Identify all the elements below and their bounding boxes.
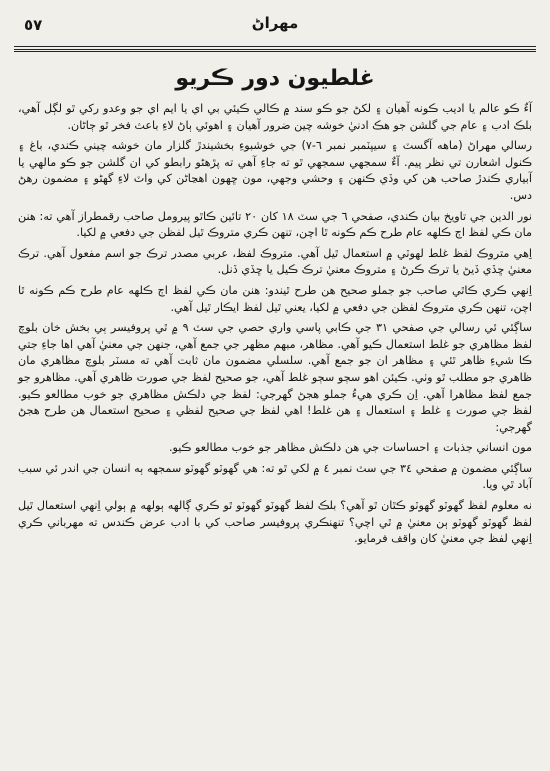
page-header xyxy=(14,6,536,46)
header-double-rule xyxy=(14,49,536,52)
header-rule xyxy=(14,46,536,47)
paragraph: مون انساني جذبات ۽ احساسات جي هن دلڪش مظاهر جو خوب مطالعو ڪيو. xyxy=(168,441,532,455)
paragraph: نه معلوم لفظ گهوٽو گهوٽو ڪٿان ٿو آهي؟ بلڪ لفظ گهوٽو گهوٽو ٿو ڪري ڳالهه ٻولهه ۾ ٻولي اِنهي استعمال ٿيل لفظ گهوٽو گهوٽو ٻن معنيٰ ۾ ٿي اچي؟ تنهنڪري پروفيسر صاحب کي با ادب عرض ڪندس ته مهرباني ڪري اِنهي لفظ جي معنيٰ کان واقف فرمايو. xyxy=(18,499,532,546)
paragraph: ساڳئي مضمون ۾ صفحي ٣٤ جي سٽ نمبر ٤ ۾ لکي ٿو ته: هي گهوٽو گهوٽو سمجهه ٻه انسان جي اندر ئي سبب آباد ٿي ويا. xyxy=(18,461,532,492)
article-title: غلطيون دور ڪريو xyxy=(175,66,375,91)
paragraph: ساڳئي ئي رسالي جي صفحي ٣١ جي ڪابي پاسي واري حصي جي سٽ ٩ ۾ ٿي پروفيسر ٻي بخش خان بلوچ لفظ مظاهري جو غلط استعمال ڪيو آهي. مظاهر، مبهم مظهر جي جمع آهي، جنهن جي معنيٰ آهي اها جاءِ جتي ڪا شيءِ ظاهر ٿئي ۽ مظاهر ان جو جمع آهي. سلسلي مضمون مان ثابت آهي ته مسٽر بلوچ مظاهري مان ظاهري جو مطلب ٿو وٺي. ڪيئن اهو سڄو سڄو غلط آهي، جو صحيح لفظ جي صورت ظاهري آهي. مظاهرو جو جمع لفظ مظاهرا آهي. اِن ڪري هيءُ جملو هجڻ گهرجي: لفظ جي دلڪش مظاهري جو خوب مطالعو ڪيو. لفظ جي صورت ۽ غلط ۽ استعمال ۽ هن غلط! اهي لفظ جي صحيح لفظي ۽ صحيح استعمال هن طرح هجڻ گهرجي: xyxy=(18,321,532,434)
paragraph: نور الدين جي تاويخ بيان ڪندي، صفحي ٦ جي سٽ ١٨ کان ٢٠ تائين ڪاٿو پيرومل صاحب رقمطراز آهي ته: هنن مان ڪي لفظ اڄ ڪلهه عام طرح ڪم ڪونه ٿا اچن، تنهن ڪري متروڪ ٿيل لفظن جي دفعي ۾ لکيا. xyxy=(18,209,532,240)
paragraph: رسالي مهراڻ (ماهه آگسٽ ۽ سيپٽمبر نمبر ٦-٧) جي خوشبوءِ بخشيندڙ گلزار مان خوشه چيني ڪندي، باغ ۽ ڪنول اشعارن تي نظر پيم. آءٌ سمجهي سمجهي ٿو ته جاءِ آهي ته پڙهڻو رابطو کي ان گلشن جو ڪو مالهي يا آبياري ڪندڙ صاحب هن کي وڏي ڪنهن ۽ وحشي وجهي، مون ڇهون اهڃاڻن کي واٽ لاءِ گهڻو ۽ مضمون رهڻ دس. xyxy=(18,139,533,202)
paragraph: اِهي متروڪ لفظ غلط لهوٽي ۾ استعمال ٿيل آهي. متروڪ لفظ، عربي مصدر ترڪ جو اسم مفعول آهي. ترڪ معنيٰ ڇڏي ڏيڻ يا ترڪ ڪرڻ ۽ متروڪ معنيٰ ترڪ ڪيل يا ڇڏي ڏنل. xyxy=(18,246,532,277)
page-number: ٥٧ xyxy=(24,16,43,34)
paragraph: اِنهي ڪري ڪاٿي صاحب جو جملو صحيح هن طرح ٿيندو: هنن مان ڪي لفظ اڄ ڪلهه عام طرح ڪم ڪونه ٿا اچن، تنهن ڪري متروڪ لفظن جي دفعي ۾ لکيا، يعني ٿيل لفظ ايڪار ٿيل آهي. xyxy=(18,283,532,314)
paragraph: آءٌ ڪو عالم يا اديب ڪونه آهيان ۽ لکڻ جو ڪو سند ۾ ڪالي ڪيئي بي اي يا ايم اي جو وعدو رکي ٿو لڳل آهي، بلڪ ادب ۽ عام جي گلشن جو هڪ ادنيٰ خوشه چين ضرور آهيان ۽ اهوئي ٻاڻ لاءِ باعث فخر ٿو ڄاڻان. xyxy=(18,102,532,132)
running-title: مهراڻ xyxy=(251,14,299,32)
article-body xyxy=(14,101,536,548)
